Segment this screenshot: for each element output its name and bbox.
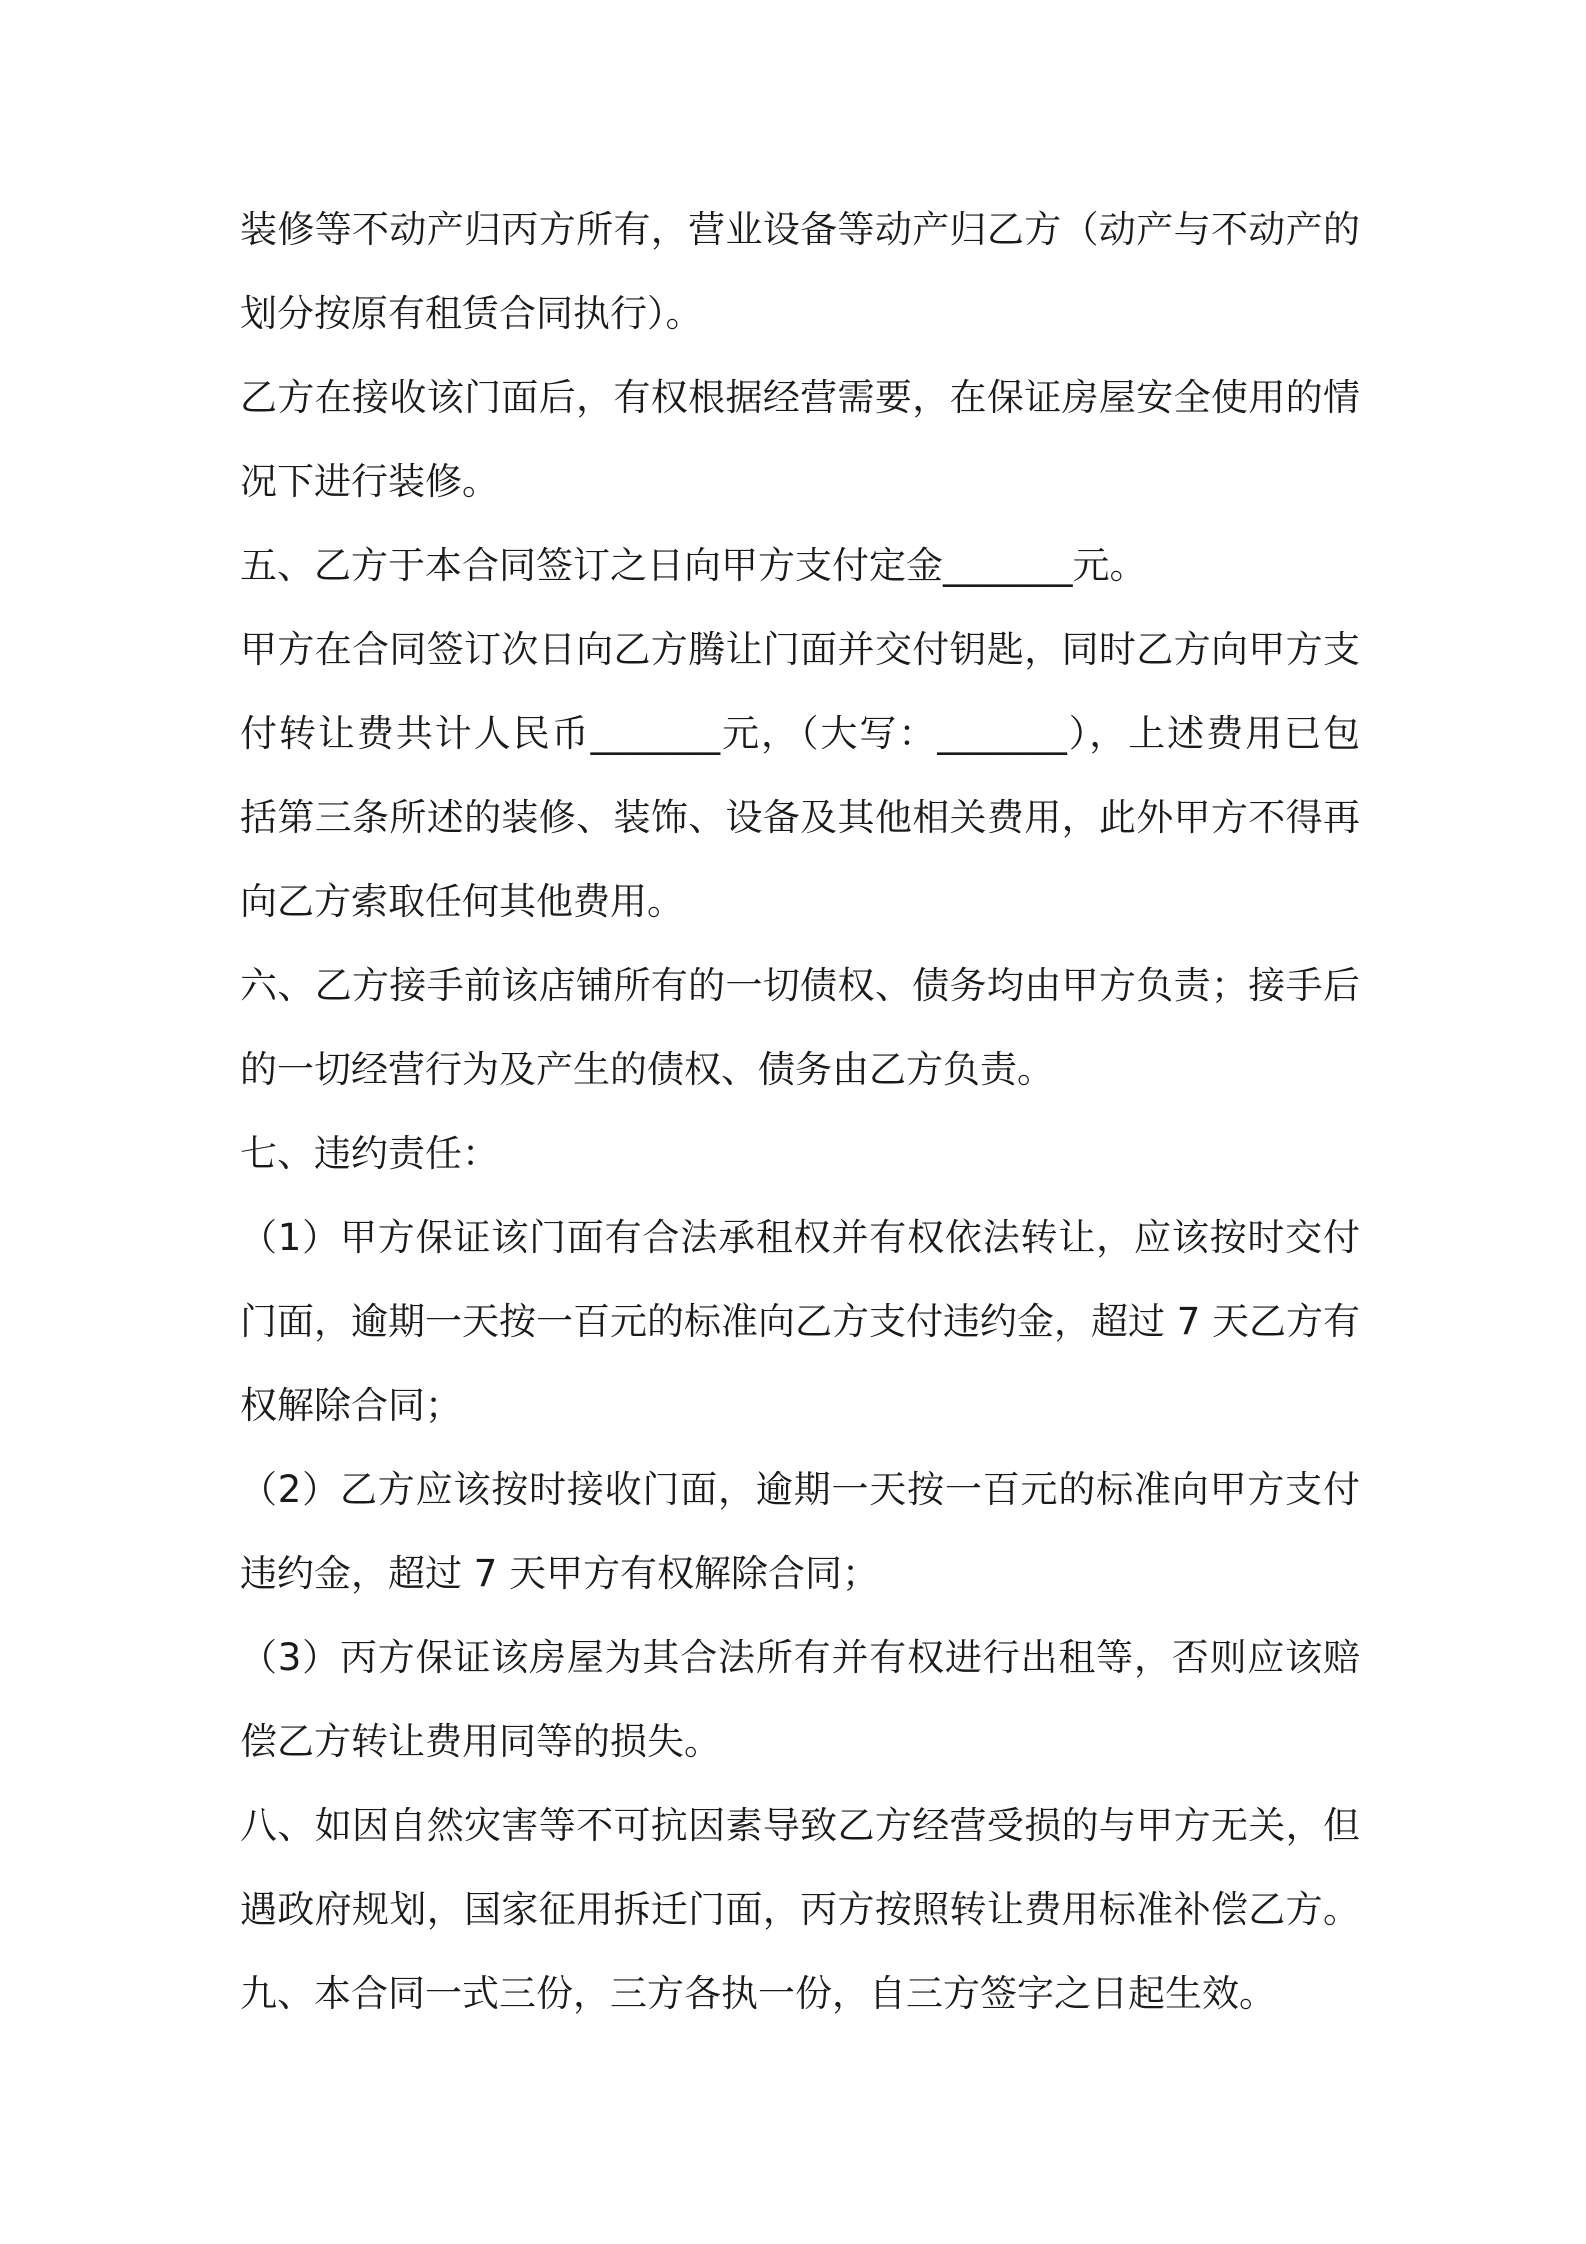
text-line: 括第三条所述的装修、装饰、设备及其他相关费用，此外甲方不得再 bbox=[240, 796, 1360, 839]
text-line: 付转让费共计人民币_______元，（大写：_______），上述费用已包 bbox=[240, 712, 1360, 755]
text-line: 向乙方索取任何其他费用。 bbox=[240, 880, 684, 923]
text-line: 六、乙方接手前该店铺所有的一切债权、债务均由甲方负责；接手后 bbox=[240, 964, 1360, 1007]
text-line: 八、如因自然灾害等不可抗因素导致乙方经营受损的与甲方无关，但 bbox=[240, 1804, 1360, 1847]
text-line: 门面，逾期一天按一百元的标准向乙方支付违约金，超过 7 天乙方有 bbox=[240, 1300, 1360, 1343]
text-line: 五、乙方于本合同签订之日向甲方支付定金_______元。 bbox=[240, 544, 1147, 587]
text-line: （1）甲方保证该门面有合法承租权并有权依法转让，应该按时交付 bbox=[240, 1216, 1360, 1259]
text-line: 划分按原有租赁合同执行）。 bbox=[240, 292, 703, 335]
text-line: 遇政府规划，国家征用拆迁门面，丙方按照转让费用标准补偿乙方。 bbox=[240, 1888, 1360, 1931]
text-line: 甲方在合同签订次日向乙方腾让门面并交付钥匙，同时乙方向甲方支 bbox=[240, 628, 1360, 671]
text-line: 违约金，超过 7 天甲方有权解除合同； bbox=[240, 1552, 880, 1595]
text-line: 权解除合同； bbox=[240, 1384, 462, 1427]
text-line: 的一切经营行为及产生的债权、债务由乙方负责。 bbox=[240, 1048, 1054, 1091]
text-line: 况下进行装修。 bbox=[240, 460, 499, 503]
text-line: 七、违约责任： bbox=[240, 1132, 499, 1175]
text-line: （3）丙方保证该房屋为其合法所有并有权进行出租等，否则应该赔 bbox=[240, 1636, 1360, 1679]
text-line: （2）乙方应该按时接收门面，逾期一天按一百元的标准向甲方支付 bbox=[240, 1468, 1360, 1511]
text-line: 装修等不动产归丙方所有，营业设备等动产归乙方（动产与不动产的 bbox=[240, 208, 1360, 251]
text-line: 偿乙方转让费用同等的损失。 bbox=[240, 1720, 721, 1763]
text-line: 九、本合同一式三份，三方各执一份，自三方签字之日起生效。 bbox=[240, 1972, 1276, 2015]
text-line: 乙方在接收该门面后，有权根据经营需要，在保证房屋安全使用的情 bbox=[240, 376, 1360, 419]
